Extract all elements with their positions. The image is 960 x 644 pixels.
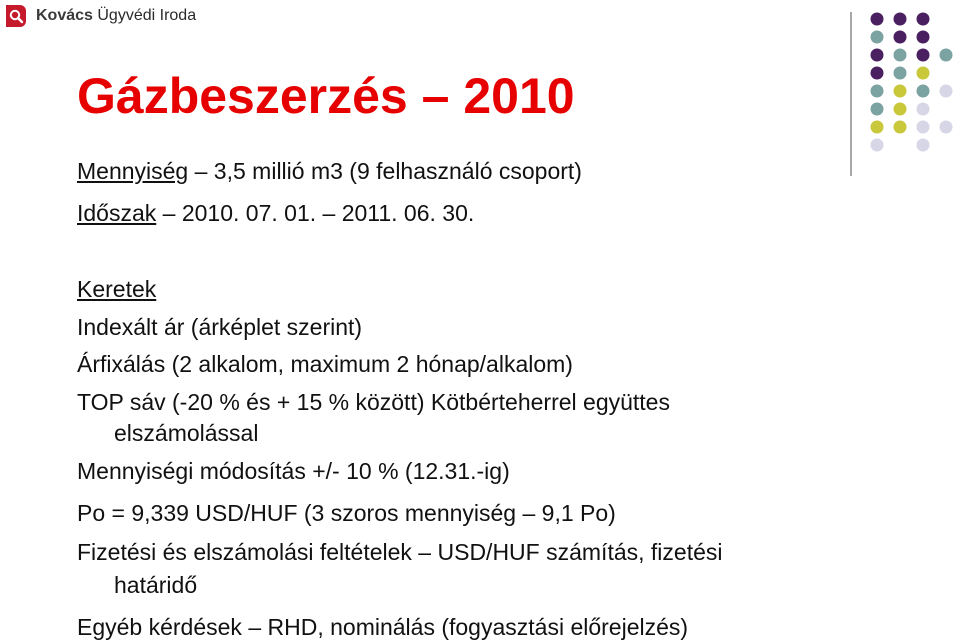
logo-text (36, 4, 196, 28)
decorative-dot (894, 49, 907, 62)
decorative-dot (917, 85, 930, 98)
decorative-dot (871, 31, 884, 44)
logo-name-bold: Kovács (36, 7, 93, 24)
company-logo (4, 4, 196, 28)
decorative-dot (894, 31, 907, 44)
decorative-dot (940, 49, 953, 62)
decorative-dot (940, 121, 953, 134)
decorative-dot (917, 13, 930, 26)
top-band-line: TOP sáv (-20 % és + 15 % között) Kötbérteherrel együttes (77, 389, 670, 415)
period-value: – 2010. 07. 01. – 2011. 06. 30. (156, 200, 475, 226)
quantity-line (77, 156, 582, 186)
kovacs-logo-icon (4, 4, 28, 28)
quantity-modification-line: Mennyiségi módosítás +/- 10 % (12.31.-ig) (77, 458, 510, 484)
decorative-dot (917, 121, 930, 134)
payment-terms-line-continued: határidő (114, 572, 198, 598)
decorative-dot (917, 49, 930, 62)
decorative-dot (894, 67, 907, 80)
quantity-value: – 3,5 millió m3 (9 felhasználó csoport) (188, 158, 582, 184)
decorative-dot (940, 85, 953, 98)
page-title: Gázbeszerzés – 2010 (77, 68, 575, 124)
decorative-divider (850, 12, 852, 176)
quantity-label: Mennyiség (77, 158, 189, 184)
frameworks-label: Keretek (77, 276, 157, 302)
price-fixing-line: Árfixálás (2 alkalom, maximum 2 hónap/alkalom) (77, 351, 573, 377)
decorative-dot (894, 13, 907, 26)
decorative-dot (871, 139, 884, 152)
decorative-dot (917, 31, 930, 44)
indexed-price-line: Indexált ár (árképlet szerint) (77, 314, 363, 340)
frameworks-heading (77, 274, 156, 304)
decorative-dot (917, 139, 930, 152)
decorative-dot (894, 103, 907, 116)
decorative-dot (894, 121, 907, 134)
decorative-dot (917, 103, 930, 116)
period-line (77, 198, 474, 228)
decorative-dot (871, 67, 884, 80)
decorative-dot (917, 67, 930, 80)
decorative-dot (894, 85, 907, 98)
logo-name-light: Ügyvédi Iroda (97, 7, 197, 24)
payment-terms-line: Fizetési és elszámolási feltételek – USD/HUF számítás, fizetési (77, 539, 723, 565)
decorative-dot (871, 121, 884, 134)
decorative-dot (871, 13, 884, 26)
other-issues-line: Egyéb kérdések – RHD, nominálás (fogyasztási előrejelzés) (77, 614, 689, 640)
decorative-dot (871, 49, 884, 62)
decorative-dot (871, 85, 884, 98)
decorative-dot (871, 103, 884, 116)
period-label: Időszak (77, 200, 157, 226)
po-line: Po = 9,339 USD/HUF (3 szoros mennyiség – 9,1 Po) (77, 500, 616, 526)
top-band-line-continued: elszámolással (114, 420, 259, 446)
